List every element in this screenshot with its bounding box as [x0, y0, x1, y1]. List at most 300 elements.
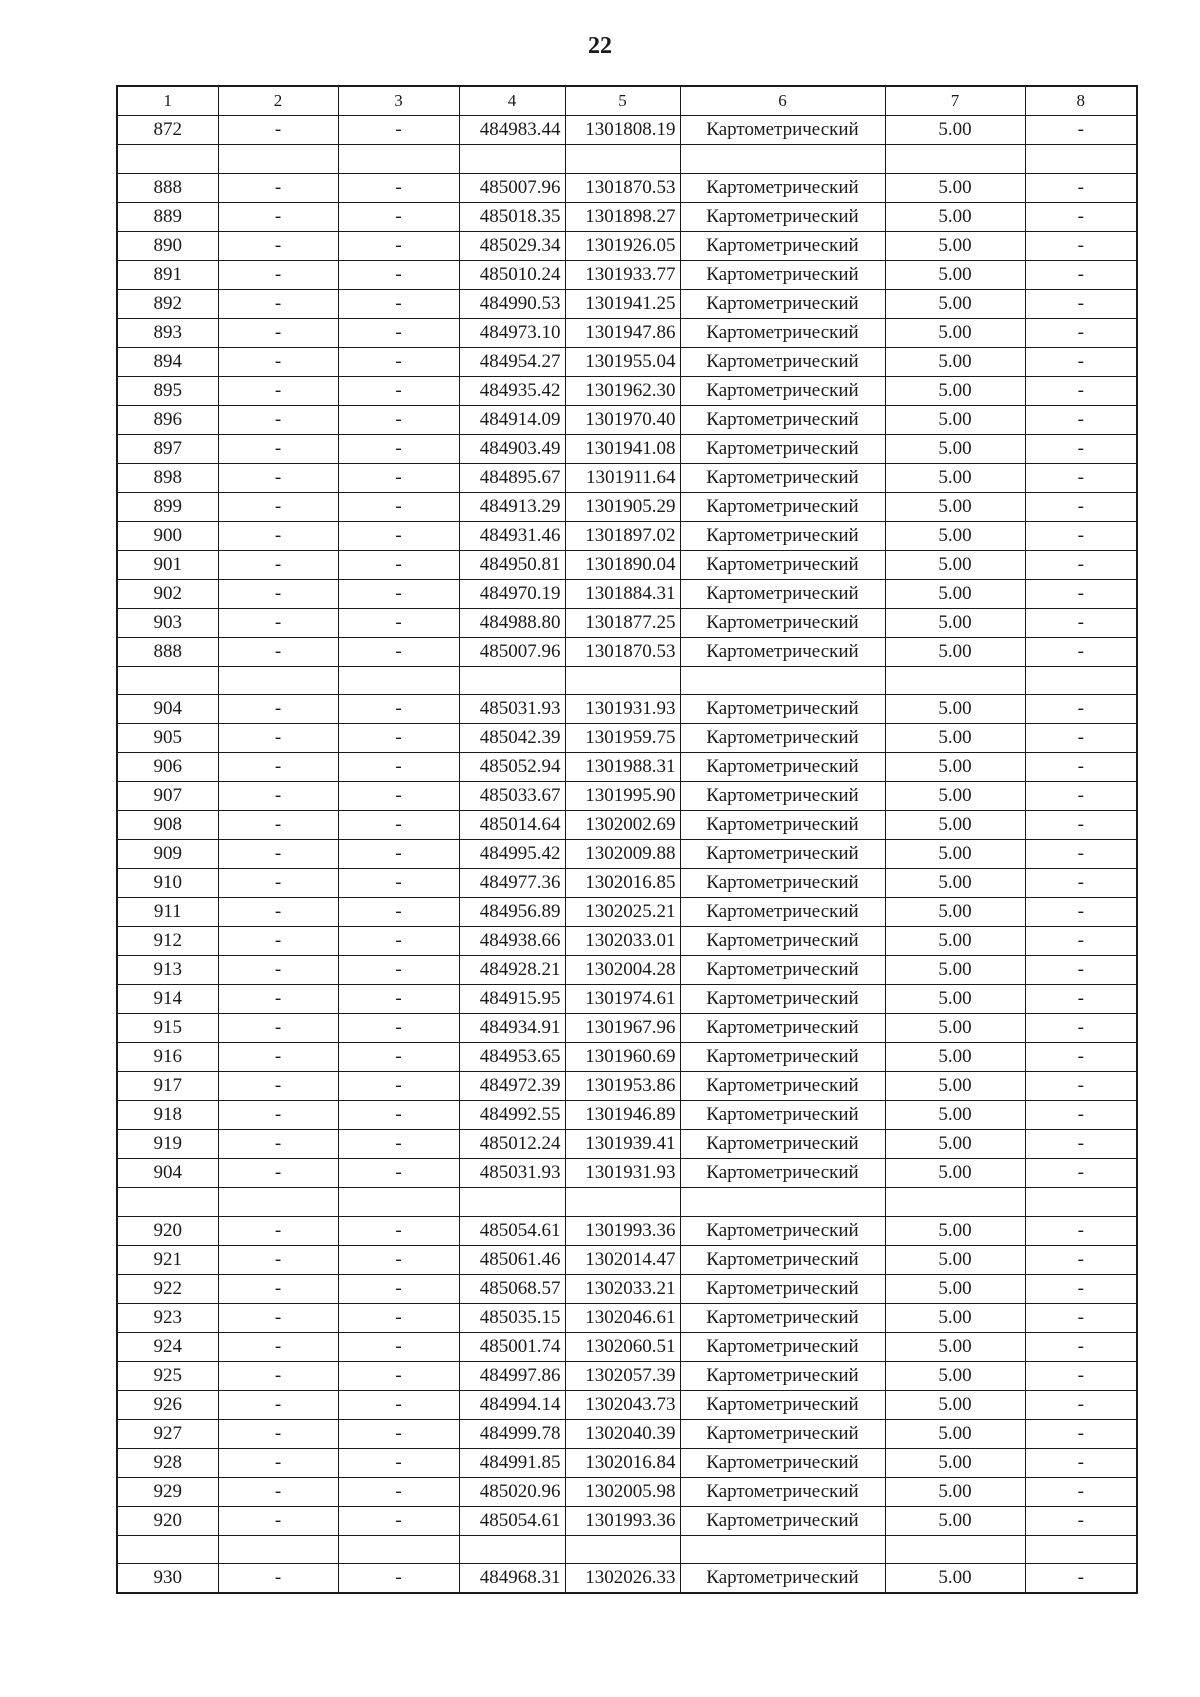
accuracy-cell: 5.00: [885, 289, 1025, 318]
accuracy-cell: 5.00: [885, 637, 1025, 666]
x-coordinate-cell: [459, 1535, 565, 1564]
point-number-cell: 889: [117, 202, 218, 231]
accuracy-cell: 5.00: [885, 521, 1025, 550]
column-3-value-cell: -: [338, 521, 459, 550]
method-cell: Картометрический: [680, 1419, 885, 1448]
column-2-value-cell: -: [218, 289, 338, 318]
table-row: [117, 608, 1137, 637]
table-row: [117, 898, 1137, 927]
point-number-cell: [117, 666, 218, 695]
table-row: [117, 1159, 1137, 1188]
x-coordinate-cell: 484968.31: [459, 1564, 565, 1594]
accuracy-cell: 5.00: [885, 1014, 1025, 1043]
y-coordinate-cell: 1302033.21: [565, 1274, 680, 1303]
method-cell: Картометрический: [680, 289, 885, 318]
accuracy-cell: 5.00: [885, 405, 1025, 434]
point-number-cell: 926: [117, 1390, 218, 1419]
point-number-cell: 915: [117, 1014, 218, 1043]
point-number-cell: 910: [117, 869, 218, 898]
point-number-cell: 928: [117, 1448, 218, 1477]
x-coordinate-cell: 485033.67: [459, 782, 565, 811]
y-coordinate-cell: 1301897.02: [565, 521, 680, 550]
x-coordinate-cell: 485018.35: [459, 202, 565, 231]
header-row: [117, 86, 1137, 116]
method-cell: Картометрический: [680, 1332, 885, 1361]
point-number-cell: 921: [117, 1245, 218, 1274]
column-8-value-cell: -: [1025, 289, 1137, 318]
column-8-value-cell: -: [1025, 1477, 1137, 1506]
table-row: [117, 579, 1137, 608]
accuracy-cell: 5.00: [885, 724, 1025, 753]
point-number-cell: 927: [117, 1419, 218, 1448]
coordinates-table: [116, 85, 1138, 1594]
column-header: 4: [459, 86, 565, 116]
point-number-cell: 902: [117, 579, 218, 608]
table-row: [117, 173, 1137, 202]
accuracy-cell: 5.00: [885, 260, 1025, 289]
column-8-value-cell: -: [1025, 231, 1137, 260]
method-cell: Картометрический: [680, 840, 885, 869]
table-row: [117, 434, 1137, 463]
column-8-value-cell: -: [1025, 840, 1137, 869]
column-8-value-cell: -: [1025, 956, 1137, 985]
column-8-value-cell: -: [1025, 318, 1137, 347]
accuracy-cell: 5.00: [885, 1303, 1025, 1332]
column-8-value-cell: -: [1025, 550, 1137, 579]
method-cell: Картометрический: [680, 637, 885, 666]
x-coordinate-cell: 485020.96: [459, 1477, 565, 1506]
x-coordinate-cell: 484913.29: [459, 492, 565, 521]
column-8-value-cell: -: [1025, 724, 1137, 753]
point-number-cell: 888: [117, 637, 218, 666]
column-3-value-cell: -: [338, 579, 459, 608]
x-coordinate-cell: 484997.86: [459, 1361, 565, 1390]
accuracy-cell: 5.00: [885, 116, 1025, 145]
point-number-cell: 924: [117, 1332, 218, 1361]
column-header: 2: [218, 86, 338, 116]
table-row: [117, 985, 1137, 1014]
y-coordinate-cell: 1301808.19: [565, 116, 680, 145]
column-8-value-cell: -: [1025, 405, 1137, 434]
column-2-value-cell: -: [218, 1419, 338, 1448]
point-number-cell: 897: [117, 434, 218, 463]
point-number-cell: 872: [117, 116, 218, 145]
accuracy-cell: 5.00: [885, 608, 1025, 637]
point-number-cell: 904: [117, 695, 218, 724]
column-8-value-cell: -: [1025, 434, 1137, 463]
column-3-value-cell: -: [338, 376, 459, 405]
column-8-value-cell: -: [1025, 927, 1137, 956]
table-row: [117, 1303, 1137, 1332]
table-row: [117, 1419, 1137, 1448]
method-cell: Картометрический: [680, 782, 885, 811]
column-2-value-cell: -: [218, 724, 338, 753]
column-3-value-cell: -: [338, 116, 459, 145]
column-3-value-cell: -: [338, 1274, 459, 1303]
column-2-value-cell: -: [218, 579, 338, 608]
column-3-value-cell: -: [338, 608, 459, 637]
x-coordinate-cell: 484915.95: [459, 985, 565, 1014]
table-row: [117, 1245, 1137, 1274]
method-cell: Картометрический: [680, 1564, 885, 1594]
point-number-cell: 919: [117, 1130, 218, 1159]
x-coordinate-cell: 485061.46: [459, 1245, 565, 1274]
column-header: 3: [338, 86, 459, 116]
column-2-value-cell: -: [218, 956, 338, 985]
accuracy-cell: 5.00: [885, 1130, 1025, 1159]
x-coordinate-cell: 485042.39: [459, 724, 565, 753]
column-8-value-cell: [1025, 1535, 1137, 1564]
x-coordinate-cell: 484994.14: [459, 1390, 565, 1419]
y-coordinate-cell: 1301955.04: [565, 347, 680, 376]
accuracy-cell: 5.00: [885, 1072, 1025, 1101]
method-cell: Картометрический: [680, 1245, 885, 1274]
column-8-value-cell: -: [1025, 811, 1137, 840]
x-coordinate-cell: 484938.66: [459, 927, 565, 956]
point-number-cell: 913: [117, 956, 218, 985]
column-2-value-cell: [218, 145, 338, 174]
table-row: [117, 724, 1137, 753]
table-row: [117, 1390, 1137, 1419]
method-cell: Картометрический: [680, 1303, 885, 1332]
column-8-value-cell: -: [1025, 1101, 1137, 1130]
point-number-cell: 904: [117, 1159, 218, 1188]
y-coordinate-cell: 1301890.04: [565, 550, 680, 579]
method-cell: Картометрический: [680, 434, 885, 463]
accuracy-cell: 5.00: [885, 202, 1025, 231]
y-coordinate-cell: 1302004.28: [565, 956, 680, 985]
accuracy-cell: 5.00: [885, 1274, 1025, 1303]
table-row: [117, 492, 1137, 521]
point-number-cell: 888: [117, 173, 218, 202]
accuracy-cell: 5.00: [885, 1216, 1025, 1245]
point-number-cell: 890: [117, 231, 218, 260]
column-3-value-cell: [338, 1188, 459, 1217]
column-3-value-cell: [338, 1535, 459, 1564]
y-coordinate-cell: 1301941.25: [565, 289, 680, 318]
y-coordinate-cell: 1301911.64: [565, 463, 680, 492]
column-header: 8: [1025, 86, 1137, 116]
column-2-value-cell: -: [218, 695, 338, 724]
method-cell: Картометрический: [680, 1159, 885, 1188]
column-8-value-cell: -: [1025, 1390, 1137, 1419]
x-coordinate-cell: 484895.67: [459, 463, 565, 492]
method-cell: Картометрический: [680, 463, 885, 492]
column-3-value-cell: [338, 666, 459, 695]
table-row: [117, 521, 1137, 550]
column-8-value-cell: -: [1025, 985, 1137, 1014]
column-8-value-cell: -: [1025, 898, 1137, 927]
column-2-value-cell: -: [218, 550, 338, 579]
x-coordinate-cell: 484931.46: [459, 521, 565, 550]
y-coordinate-cell: [565, 666, 680, 695]
column-3-value-cell: -: [338, 1448, 459, 1477]
column-3-value-cell: -: [338, 1216, 459, 1245]
x-coordinate-cell: 485014.64: [459, 811, 565, 840]
y-coordinate-cell: 1302002.69: [565, 811, 680, 840]
table-row: [117, 1477, 1137, 1506]
column-2-value-cell: -: [218, 1101, 338, 1130]
accuracy-cell: 5.00: [885, 1564, 1025, 1594]
y-coordinate-cell: 1301967.96: [565, 1014, 680, 1043]
point-number-cell: 916: [117, 1043, 218, 1072]
method-cell: Картометрический: [680, 521, 885, 550]
method-cell: Картометрический: [680, 1101, 885, 1130]
table-row: [117, 1072, 1137, 1101]
point-number-cell: 909: [117, 840, 218, 869]
column-3-value-cell: -: [338, 202, 459, 231]
column-8-value-cell: -: [1025, 492, 1137, 521]
y-coordinate-cell: 1302025.21: [565, 898, 680, 927]
column-2-value-cell: -: [218, 985, 338, 1014]
y-coordinate-cell: 1301939.41: [565, 1130, 680, 1159]
x-coordinate-cell: [459, 145, 565, 174]
column-2-value-cell: -: [218, 869, 338, 898]
point-number-cell: 906: [117, 753, 218, 782]
method-cell: [680, 666, 885, 695]
table-row: [117, 1332, 1137, 1361]
method-cell: Картометрический: [680, 695, 885, 724]
column-2-value-cell: -: [218, 434, 338, 463]
x-coordinate-cell: 485035.15: [459, 1303, 565, 1332]
column-2-value-cell: -: [218, 1043, 338, 1072]
column-8-value-cell: -: [1025, 376, 1137, 405]
column-3-value-cell: -: [338, 724, 459, 753]
point-number-cell: 920: [117, 1506, 218, 1535]
column-8-value-cell: -: [1025, 869, 1137, 898]
column-3-value-cell: [338, 145, 459, 174]
column-8-value-cell: -: [1025, 1043, 1137, 1072]
column-8-value-cell: -: [1025, 347, 1137, 376]
method-cell: Картометрический: [680, 347, 885, 376]
column-2-value-cell: -: [218, 1390, 338, 1419]
column-header: 7: [885, 86, 1025, 116]
column-2-value-cell: -: [218, 1448, 338, 1477]
column-8-value-cell: -: [1025, 1216, 1137, 1245]
accuracy-cell: 5.00: [885, 811, 1025, 840]
method-cell: [680, 145, 885, 174]
point-number-cell: 894: [117, 347, 218, 376]
accuracy-cell: 5.00: [885, 376, 1025, 405]
method-cell: Картометрический: [680, 898, 885, 927]
accuracy-cell: 5.00: [885, 1419, 1025, 1448]
column-3-value-cell: -: [338, 1332, 459, 1361]
point-number-cell: 912: [117, 927, 218, 956]
column-2-value-cell: -: [218, 1014, 338, 1043]
y-coordinate-cell: 1301931.93: [565, 695, 680, 724]
x-coordinate-cell: 484988.80: [459, 608, 565, 637]
column-3-value-cell: -: [338, 1014, 459, 1043]
column-2-value-cell: -: [218, 1564, 338, 1594]
table-row: [117, 289, 1137, 318]
method-cell: Картометрический: [680, 550, 885, 579]
column-8-value-cell: [1025, 145, 1137, 174]
column-3-value-cell: -: [338, 318, 459, 347]
method-cell: Картометрический: [680, 376, 885, 405]
accuracy-cell: 5.00: [885, 1361, 1025, 1390]
column-3-value-cell: -: [338, 637, 459, 666]
x-coordinate-cell: 485054.61: [459, 1506, 565, 1535]
x-coordinate-cell: 484928.21: [459, 956, 565, 985]
y-coordinate-cell: 1301946.89: [565, 1101, 680, 1130]
x-coordinate-cell: 484956.89: [459, 898, 565, 927]
column-2-value-cell: -: [218, 811, 338, 840]
y-coordinate-cell: 1301995.90: [565, 782, 680, 811]
point-number-cell: 914: [117, 985, 218, 1014]
accuracy-cell: 5.00: [885, 173, 1025, 202]
column-8-value-cell: -: [1025, 753, 1137, 782]
separator-row: [117, 666, 1137, 695]
accuracy-cell: 5.00: [885, 579, 1025, 608]
x-coordinate-cell: 484954.27: [459, 347, 565, 376]
table-row: [117, 231, 1137, 260]
y-coordinate-cell: 1301970.40: [565, 405, 680, 434]
column-header: 1: [117, 86, 218, 116]
point-number-cell: 898: [117, 463, 218, 492]
x-coordinate-cell: 484995.42: [459, 840, 565, 869]
x-coordinate-cell: 485007.96: [459, 637, 565, 666]
accuracy-cell: [885, 1188, 1025, 1217]
method-cell: Картометрический: [680, 231, 885, 260]
table-body: [117, 116, 1137, 1594]
accuracy-cell: 5.00: [885, 1506, 1025, 1535]
point-number-cell: 925: [117, 1361, 218, 1390]
column-8-value-cell: -: [1025, 1014, 1137, 1043]
table-row: [117, 347, 1137, 376]
separator-row: [117, 1535, 1137, 1564]
y-coordinate-cell: [565, 1535, 680, 1564]
column-2-value-cell: [218, 1188, 338, 1217]
column-8-value-cell: -: [1025, 1072, 1137, 1101]
y-coordinate-cell: [565, 1188, 680, 1217]
column-2-value-cell: -: [218, 898, 338, 927]
column-3-value-cell: -: [338, 492, 459, 521]
y-coordinate-cell: 1302009.88: [565, 840, 680, 869]
accuracy-cell: 5.00: [885, 985, 1025, 1014]
y-coordinate-cell: 1302016.85: [565, 869, 680, 898]
x-coordinate-cell: 485054.61: [459, 1216, 565, 1245]
column-3-value-cell: -: [338, 231, 459, 260]
column-8-value-cell: -: [1025, 637, 1137, 666]
column-8-value-cell: -: [1025, 1245, 1137, 1274]
column-3-value-cell: -: [338, 1564, 459, 1594]
x-coordinate-cell: 484972.39: [459, 1072, 565, 1101]
method-cell: Картометрический: [680, 1130, 885, 1159]
table-row: [117, 1448, 1137, 1477]
column-2-value-cell: -: [218, 1361, 338, 1390]
column-8-value-cell: -: [1025, 1506, 1137, 1535]
y-coordinate-cell: 1301974.61: [565, 985, 680, 1014]
method-cell: Картометрический: [680, 1072, 885, 1101]
x-coordinate-cell: 484977.36: [459, 869, 565, 898]
y-coordinate-cell: 1302026.33: [565, 1564, 680, 1594]
column-8-value-cell: [1025, 1188, 1137, 1217]
column-2-value-cell: -: [218, 1506, 338, 1535]
column-3-value-cell: -: [338, 1043, 459, 1072]
x-coordinate-cell: 484990.53: [459, 289, 565, 318]
accuracy-cell: [885, 145, 1025, 174]
point-number-cell: 922: [117, 1274, 218, 1303]
table-row: [117, 202, 1137, 231]
y-coordinate-cell: 1301953.86: [565, 1072, 680, 1101]
x-coordinate-cell: 484992.55: [459, 1101, 565, 1130]
table-row: [117, 1043, 1137, 1072]
column-8-value-cell: -: [1025, 1130, 1137, 1159]
x-coordinate-cell: 485010.24: [459, 260, 565, 289]
column-2-value-cell: -: [218, 202, 338, 231]
method-cell: [680, 1535, 885, 1564]
y-coordinate-cell: 1302016.84: [565, 1448, 680, 1477]
column-2-value-cell: -: [218, 840, 338, 869]
method-cell: Картометрический: [680, 260, 885, 289]
column-2-value-cell: -: [218, 521, 338, 550]
accuracy-cell: 5.00: [885, 231, 1025, 260]
column-2-value-cell: -: [218, 1477, 338, 1506]
x-coordinate-cell: 484903.49: [459, 434, 565, 463]
accuracy-cell: 5.00: [885, 1477, 1025, 1506]
column-3-value-cell: -: [338, 550, 459, 579]
column-3-value-cell: -: [338, 347, 459, 376]
y-coordinate-cell: 1301959.75: [565, 724, 680, 753]
column-3-value-cell: -: [338, 1361, 459, 1390]
accuracy-cell: 5.00: [885, 492, 1025, 521]
x-coordinate-cell: 485031.93: [459, 1159, 565, 1188]
point-number-cell: 917: [117, 1072, 218, 1101]
accuracy-cell: 5.00: [885, 840, 1025, 869]
method-cell: Картометрический: [680, 116, 885, 145]
column-2-value-cell: -: [218, 608, 338, 637]
method-cell: Картометрический: [680, 405, 885, 434]
table-header: [117, 86, 1137, 116]
column-2-value-cell: [218, 666, 338, 695]
column-2-value-cell: -: [218, 347, 338, 376]
method-cell: Картометрический: [680, 1043, 885, 1072]
y-coordinate-cell: 1301870.53: [565, 637, 680, 666]
column-2-value-cell: -: [218, 376, 338, 405]
column-2-value-cell: [218, 1535, 338, 1564]
point-number-cell: [117, 145, 218, 174]
column-8-value-cell: -: [1025, 1564, 1137, 1594]
x-coordinate-cell: 485031.93: [459, 695, 565, 724]
y-coordinate-cell: 1301905.29: [565, 492, 680, 521]
method-cell: Картометрический: [680, 869, 885, 898]
point-number-cell: 908: [117, 811, 218, 840]
column-header: 6: [680, 86, 885, 116]
x-coordinate-cell: 485007.96: [459, 173, 565, 202]
x-coordinate-cell: 484983.44: [459, 116, 565, 145]
y-coordinate-cell: 1302060.51: [565, 1332, 680, 1361]
column-3-value-cell: -: [338, 1419, 459, 1448]
point-number-cell: 899: [117, 492, 218, 521]
column-2-value-cell: -: [218, 753, 338, 782]
column-3-value-cell: -: [338, 289, 459, 318]
accuracy-cell: 5.00: [885, 1332, 1025, 1361]
method-cell: Картометрический: [680, 1361, 885, 1390]
x-coordinate-cell: 485029.34: [459, 231, 565, 260]
column-8-value-cell: -: [1025, 260, 1137, 289]
point-number-cell: 892: [117, 289, 218, 318]
column-2-value-cell: -: [218, 1274, 338, 1303]
accuracy-cell: 5.00: [885, 956, 1025, 985]
point-number-cell: 895: [117, 376, 218, 405]
point-number-cell: 930: [117, 1564, 218, 1594]
accuracy-cell: [885, 1535, 1025, 1564]
point-number-cell: 903: [117, 608, 218, 637]
column-8-value-cell: -: [1025, 1361, 1137, 1390]
point-number-cell: 929: [117, 1477, 218, 1506]
column-3-value-cell: -: [338, 1303, 459, 1332]
point-number-cell: 893: [117, 318, 218, 347]
